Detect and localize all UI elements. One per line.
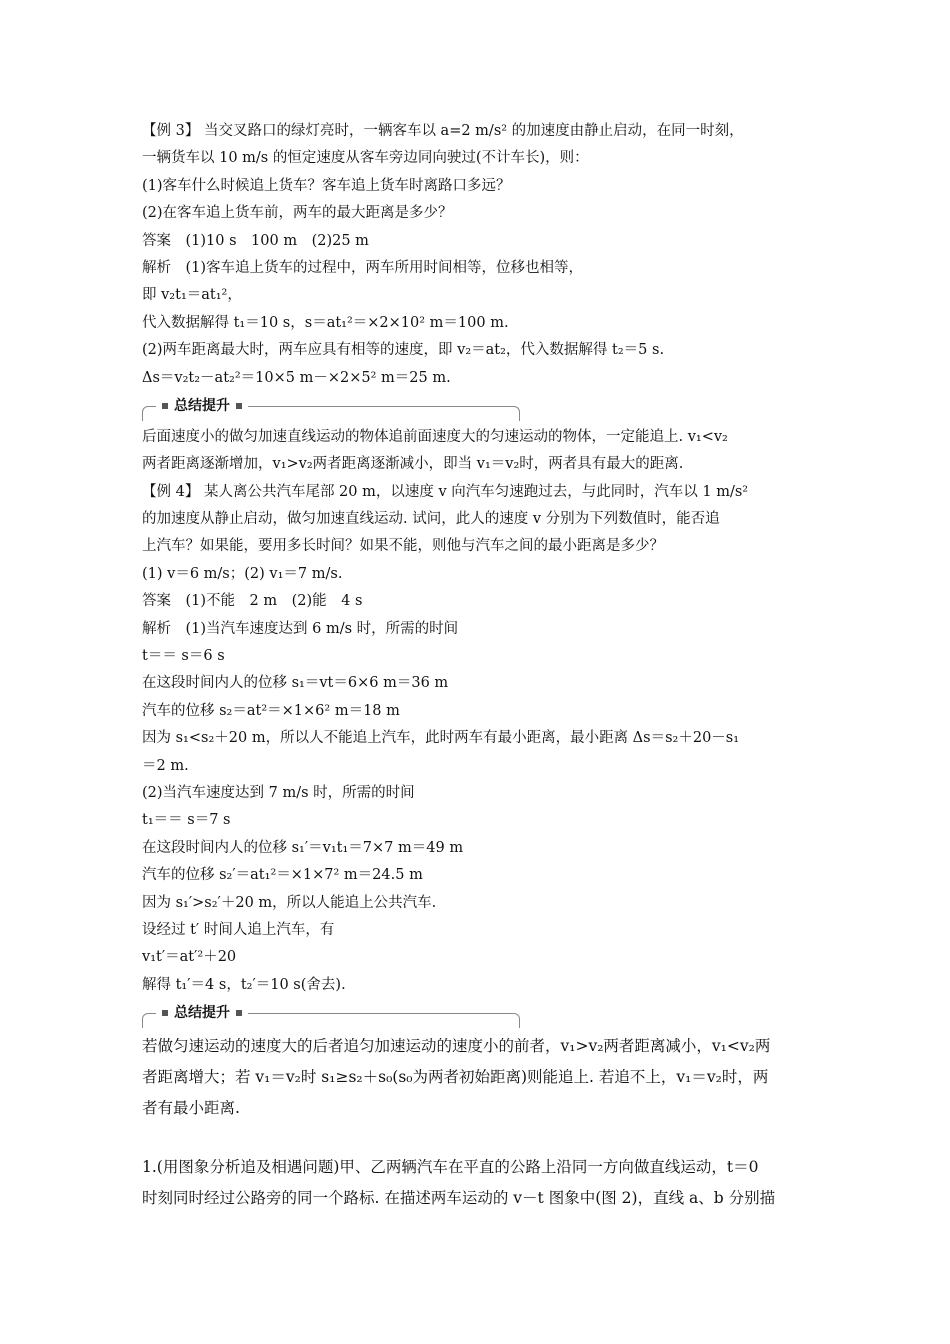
- text-line: (2)两车距离最大时，两车应具有相等的速度，即 v₂＝at₂，代入数据解得 t₂＝5 s.: [142, 342, 665, 359]
- text-line: 若做匀速运动的速度大的后者追匀加速运动的速度小的前者，v₁>v₂两者距离减小，v₁<v₂两: [142, 1037, 771, 1056]
- square-bullet-icon: [236, 403, 242, 409]
- text-line: 代入数据解得 t₁＝10 s，s＝at₁²＝×2×10² m＝100 m.: [142, 314, 509, 331]
- text-line: 者距离增大；若 v₁＝v₂时 s₁≥s₂＋s₀(s₀为两者初始距离)则能追上. 若追不上，v₁＝v₂时，两: [142, 1068, 769, 1087]
- summary-title: 总结提升: [174, 397, 230, 414]
- text-line: (1)客车什么时候追上货车？客车追上货车时离路口多远？: [142, 177, 511, 194]
- text-line: 两者距离逐渐增加，v₁>v₂两者距离逐渐减小，即当 v₁＝v₂时，两者具有最大的距离.: [142, 456, 684, 473]
- text-line: Δs＝v₂t₂－at₂²＝10×5 m－×2×5² m＝25 m.: [142, 369, 451, 386]
- text-line: t＝＝ s＝6 s: [142, 648, 225, 665]
- text-line: 一辆货车以 10 m/s 的恒定速度从客车旁边同向驶过(不计车长)，则：: [142, 150, 589, 167]
- text-line: ＝2 m.: [142, 757, 189, 774]
- text-line: (2)在客车追上货车前，两车的最大距离是多少？: [142, 205, 453, 222]
- text-line: 即 v₂t₁＝at₁²，: [142, 287, 242, 304]
- text-line: 后面速度小的做匀加速直线运动的物体追前面速度大的匀速运动的物体，一定能追上. v₁<v₂: [142, 428, 728, 445]
- square-bullet-icon: [162, 403, 168, 409]
- spacer: [142, 1124, 822, 1152]
- text-line: 因为 s₁′>s₂′＋20 m，所以人能追上公共汽车.: [142, 894, 437, 911]
- text-line: 汽车的位移 s₂′＝at₁²＝×1×7² m＝24.5 m: [142, 867, 423, 884]
- text-line: 因为 s₁<s₂＋20 m，所以人不能追上汽车，此时两车有最小距离，最小距离 Δs＝s₂＋20－s₁: [142, 730, 740, 747]
- summary-banner: [142, 394, 822, 420]
- summary-title: 总结提升: [174, 1005, 230, 1022]
- summary-1: [142, 424, 822, 479]
- text-line: (2)当汽车速度达到 7 m/s 时，所需的时间: [142, 784, 415, 801]
- answer-line: 答案 (1)10 s 100 m (2)25 m: [142, 232, 369, 249]
- text-line: 设经过 t′ 时间人追上汽车，有: [142, 921, 335, 938]
- summary-label: [156, 1001, 248, 1025]
- summary-banner: [142, 1001, 822, 1027]
- text-line: (1) v＝6 m/s；(2) v₁＝7 m/s.: [142, 565, 343, 582]
- text-line: 上汽车？如果能，要用多长时间？如果不能，则他与汽车之间的最小距离是多少？: [142, 538, 664, 555]
- text-line: 【例 4】 某人离公共汽车尾部 20 m，以速度 v 向汽车匀速跑过去，与此同时，汽车以 1 m/s²: [142, 483, 749, 500]
- text-line: 【例 3】 当交叉路口的绿灯亮时，一辆客车以 a=2 m/s² 的加速度由静止启动，在同一时刻，: [142, 123, 744, 139]
- summary-2: [142, 1031, 822, 1124]
- text-line: 解析 (1)当汽车速度达到 6 m/s 时，所需的时间: [142, 620, 459, 637]
- summary-label: [156, 394, 248, 418]
- text-line: 者有最小距离.: [142, 1099, 240, 1118]
- text-line: 在这段时间内人的位移 s₁＝vt＝6×6 m＝36 m: [142, 675, 449, 692]
- text-line: t₁＝＝ s＝7 s: [142, 812, 231, 829]
- text-line: 时刻同时经过公路旁的同一个路标. 在描述两车运动的 v－t 图象中(图 2)，直线 a、b 分别描: [142, 1189, 776, 1208]
- text-line: 1.(用图象分析追及相遇问题)甲、乙两辆汽车在平直的公路上沿同一方向做直线运动，t＝0: [142, 1158, 759, 1177]
- text-line: v₁t′＝at′²＋20: [142, 949, 237, 966]
- text-line: 解析 (1)客车追上货车的过程中，两车所用时间相等，位移也相等，: [142, 259, 584, 276]
- text-line: 的加速度从静止启动，做匀加速直线运动. 试问，此人的速度 v 分别为下列数值时，能否追: [142, 511, 720, 528]
- text-line: 汽车的位移 s₂＝at²＝×1×6² m＝18 m: [142, 702, 400, 719]
- text-line: 在这段时间内人的位移 s₁′＝v₁t₁＝7×7 m＝49 m: [142, 839, 464, 856]
- square-bullet-icon: [236, 1010, 242, 1016]
- example-4: [142, 479, 822, 999]
- answer-line: 答案 (1)不能 2 m (2)能 4 s: [142, 593, 363, 610]
- square-bullet-icon: [162, 1010, 168, 1016]
- problem-1: [142, 1152, 822, 1214]
- document-page: [142, 118, 822, 1214]
- text-line: 解得 t₁′＝4 s，t₂′＝10 s(舍去).: [142, 976, 346, 993]
- example-3: [142, 118, 822, 392]
